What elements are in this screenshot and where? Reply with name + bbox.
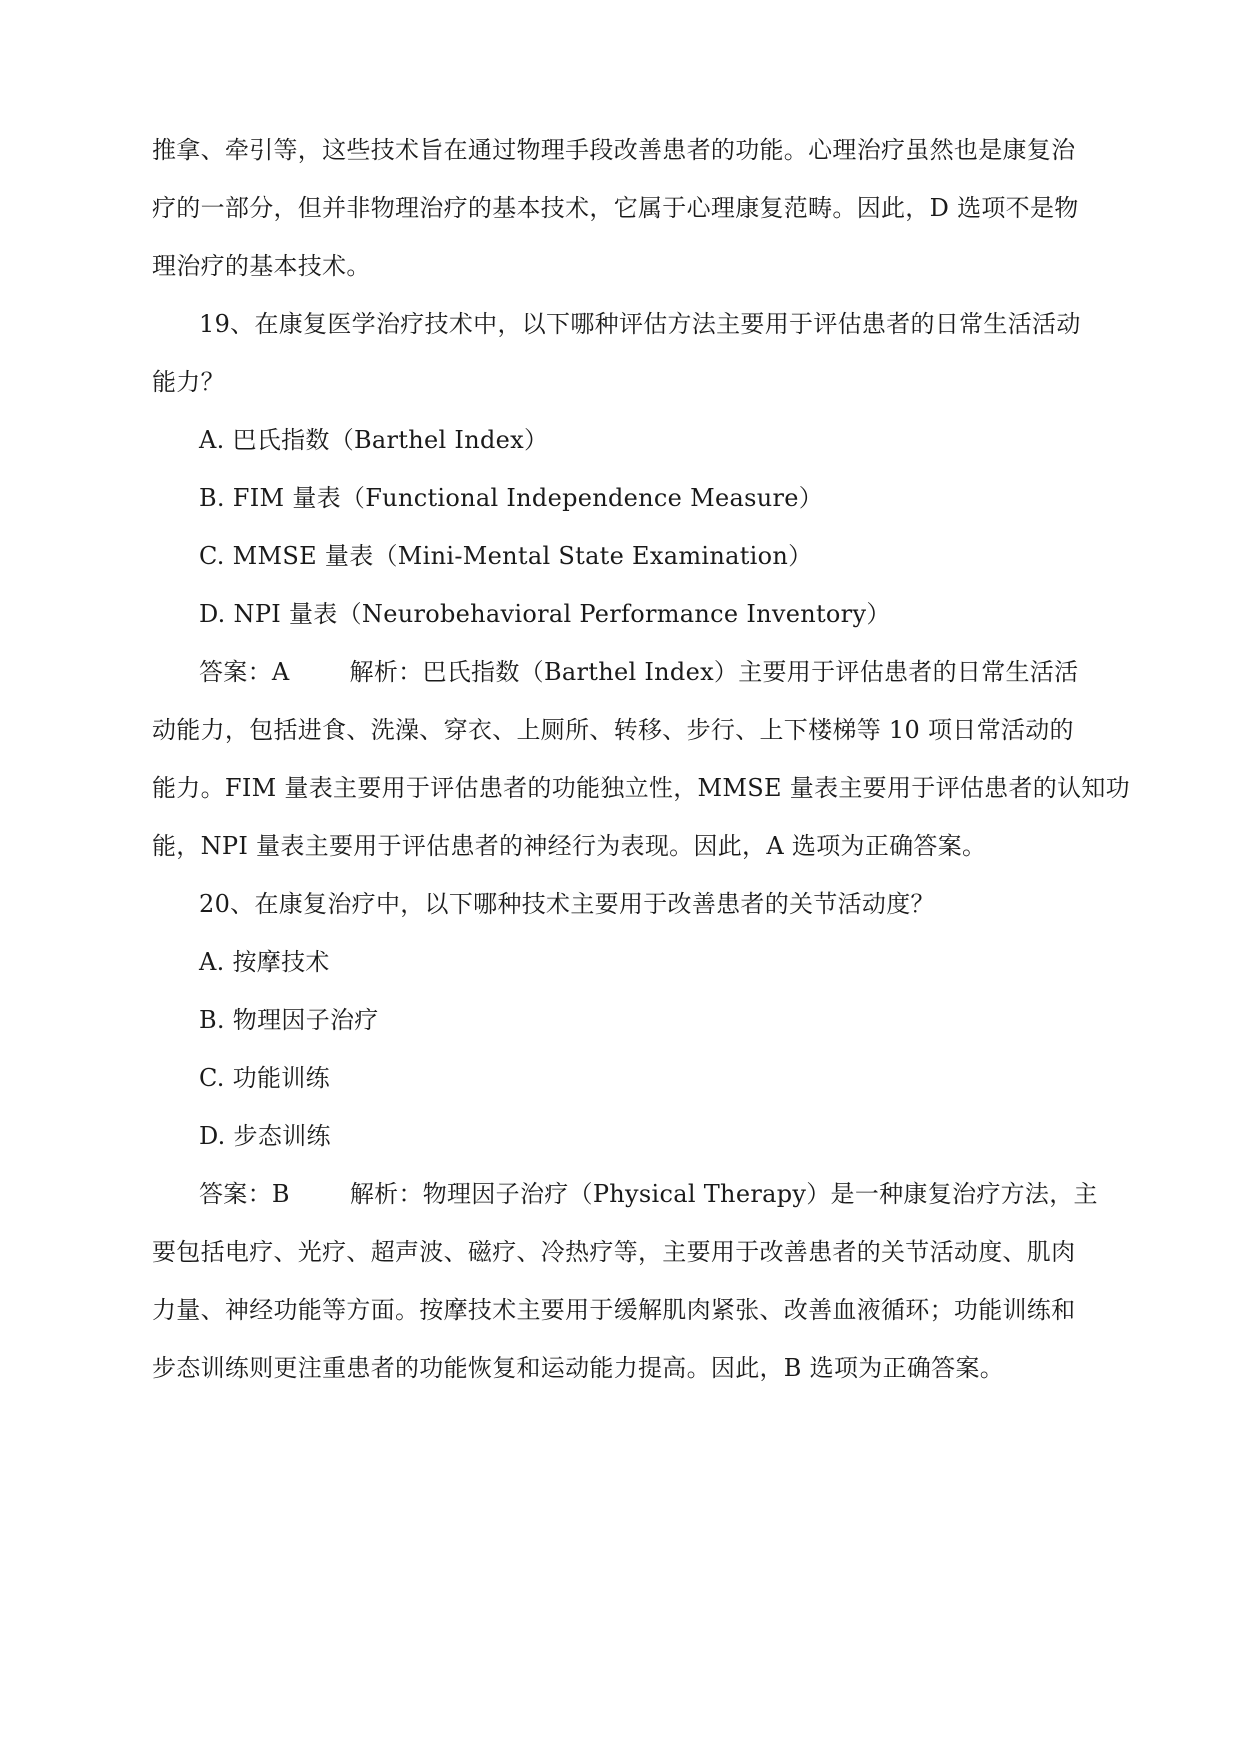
q19-answer-line xyxy=(199,656,1078,688)
q19-option-b: B. FIM 量表（Functional Independence Measure） xyxy=(199,484,824,512)
q20-explanation-line-2: 要包括电疗、光疗、超声波、磁疗、冷热疗等，主要用于改善患者的关节活动度、肌肉 xyxy=(152,1238,1076,1266)
q19-option-c: C. MMSE 量表（Mini-Mental State Examination） xyxy=(199,542,813,570)
q20-option-a: A. 按摩技术 xyxy=(199,948,330,976)
q20-option-c: C. 功能训练 xyxy=(199,1064,330,1092)
q20-option-d: D. 步态训练 xyxy=(199,1122,331,1150)
q19-explanation-line-4: 能，NPI 量表主要用于评估患者的神经行为表现。因此，A 选项为正确答案。 xyxy=(152,832,987,860)
q20-explanation-start: 解析：物理因子治疗（Physical Therapy）是一种康复治疗方法，主 xyxy=(349,1180,1098,1208)
prev-explanation-line-2: 疗的一部分，但并非物理治疗的基本技术，它属于心理康复范畴。因此，D 选项不是物 xyxy=(152,194,1079,222)
q19-option-a: A. 巴氏指数（Barthel Index） xyxy=(199,426,549,454)
q20-question-line-1: 20、在康复治疗中，以下哪种技术主要用于改善患者的关节活动度？ xyxy=(199,890,935,918)
q19-explanation-line-2: 动能力，包括进食、洗澡、穿衣、上厕所、转移、步行、上下楼梯等 10 项日常活动的 xyxy=(152,716,1074,744)
q19-option-d: D. NPI 量表（Neurobehavioral Performance Inventory） xyxy=(199,600,891,628)
prev-explanation-line-3: 理治疗的基本技术。 xyxy=(152,252,371,280)
q19-explanation-line-3: 能力。FIM 量表主要用于评估患者的功能独立性，MMSE 量表主要用于评估患者的认知功 xyxy=(152,774,1130,802)
q20-answer-line xyxy=(199,1178,1098,1210)
q19-answer: 答案：A xyxy=(199,658,290,686)
q20-option-b: B. 物理因子治疗 xyxy=(199,1006,379,1034)
q19-question-line-2: 能力？ xyxy=(152,368,225,396)
q19-question-line-1: 19、在康复医学治疗技术中，以下哪种评估方法主要用于评估患者的日常生活活动 xyxy=(199,310,1081,338)
prev-explanation-line-1: 推拿、牵引等，这些技术旨在通过物理手段改善患者的功能。心理治疗虽然也是康复治 xyxy=(152,136,1076,164)
q20-answer: 答案：B xyxy=(199,1180,290,1208)
q20-explanation-line-4: 步态训练则更注重患者的功能恢复和运动能力提高。因此，B 选项为正确答案。 xyxy=(152,1354,1005,1382)
q20-explanation-line-3: 力量、神经功能等方面。按摩技术主要用于缓解肌肉紧张、改善血液循环；功能训练和 xyxy=(152,1296,1076,1324)
q19-explanation-start: 解析：巴氏指数（Barthel Index）主要用于评估患者的日常生活活 xyxy=(349,658,1079,686)
